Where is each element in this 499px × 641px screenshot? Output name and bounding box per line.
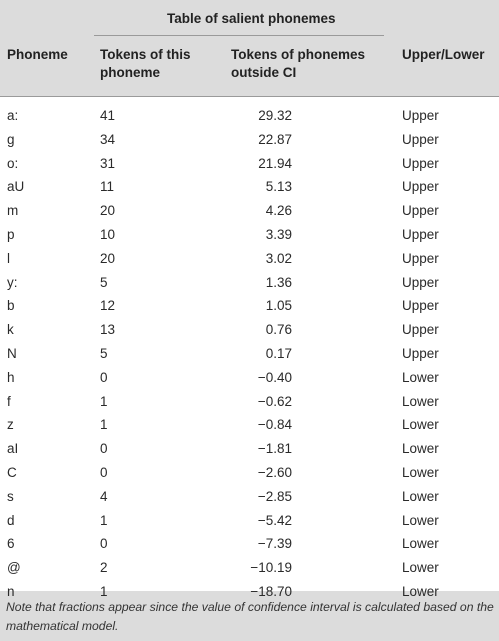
cell-upper-lower: Lower (402, 441, 439, 457)
table-row (0, 342, 499, 366)
cell-upper-lower: Upper (402, 108, 439, 123)
table-row (0, 128, 499, 152)
cell-upper-lower: Upper (402, 298, 439, 314)
cell-upper-lower: Lower (402, 536, 439, 552)
cell-tokens-of-phoneme: 0 (100, 465, 108, 480)
cell-tokens-outside-ci: 21.94 (258, 155, 292, 171)
cell-tokens-of-phoneme: 5 (100, 274, 108, 290)
cell-phoneme: o: (7, 155, 19, 171)
table-footnote: Note that fractions appear since the value of confidence interval is calculated based on the mathematical model. (6, 600, 494, 633)
table-row (0, 532, 499, 556)
cell-tokens-outside-ci: −5.42 (257, 512, 292, 528)
cell-upper-lower: Lower (402, 560, 439, 576)
cell-phoneme: s (7, 488, 14, 504)
cell-phoneme: n (7, 584, 15, 599)
cell-upper-lower: Lower (402, 584, 439, 599)
cell-upper-lower: Upper (402, 179, 439, 195)
cell-tokens-outside-ci: −10.19 (250, 560, 292, 576)
table-row (0, 199, 499, 223)
column-header-tokens-outside-ci: Tokens of phonemes outside CI (231, 47, 366, 80)
cell-tokens-outside-ci: 29.32 (258, 108, 292, 123)
cell-upper-lower: Lower (402, 417, 439, 433)
cell-upper-lower: Lower (402, 393, 439, 409)
cell-phoneme: b (7, 298, 15, 314)
cell-tokens-of-phoneme: 41 (100, 108, 116, 123)
table-row (0, 437, 499, 461)
cell-tokens-of-phoneme: 20 (100, 203, 116, 219)
cell-upper-lower: Upper (402, 155, 439, 171)
cell-phoneme: k (7, 322, 14, 338)
cell-tokens-outside-ci: −0.84 (257, 417, 292, 433)
cell-phoneme: p (7, 227, 15, 242)
cell-phoneme: N (7, 346, 17, 361)
cell-phoneme: C (7, 465, 17, 480)
column-header-tokens-of-phoneme: Tokens of this phoneme (100, 47, 191, 80)
cell-tokens-of-phoneme: 1 (100, 417, 108, 433)
table-row (0, 390, 499, 414)
cell-upper-lower: Upper (402, 250, 439, 266)
cell-tokens-outside-ci: −0.40 (257, 369, 292, 385)
cell-tokens-outside-ci: 0.76 (265, 322, 292, 338)
cell-upper-lower: Upper (402, 131, 439, 147)
cell-phoneme: aU (7, 179, 25, 195)
cell-tokens-of-phoneme: 1 (100, 512, 108, 528)
table-row (0, 223, 499, 247)
cell-upper-lower: Upper (402, 322, 439, 338)
cell-phoneme: z (7, 417, 14, 433)
cell-tokens-outside-ci: 3.39 (265, 227, 292, 242)
cell-tokens-outside-ci: −2.60 (257, 465, 292, 480)
table-row (0, 271, 499, 295)
cell-tokens-of-phoneme: 4 (100, 488, 108, 504)
cell-tokens-of-phoneme: 5 (100, 346, 108, 361)
cell-upper-lower: Lower (402, 488, 439, 504)
table-row (0, 294, 499, 318)
table-row (0, 175, 499, 199)
cell-upper-lower: Upper (402, 274, 439, 290)
cell-tokens-outside-ci: 1.36 (265, 274, 292, 290)
cell-tokens-outside-ci: 1.05 (265, 298, 292, 314)
column-header-phoneme: Phoneme (7, 47, 68, 62)
cell-tokens-of-phoneme: 31 (100, 155, 116, 171)
cell-tokens-outside-ci: 5.13 (265, 179, 292, 195)
cell-phoneme: aI (7, 441, 19, 457)
cell-upper-lower: Lower (402, 369, 439, 385)
table-row (0, 247, 499, 271)
table-row (0, 104, 499, 128)
cell-phoneme: a: (7, 108, 19, 123)
cell-phoneme: @ (7, 560, 21, 576)
cell-tokens-of-phoneme: 0 (100, 369, 108, 385)
group-header-rule (94, 35, 384, 36)
cell-tokens-of-phoneme: 1 (100, 584, 108, 599)
column-header-upper-lower: Upper/Lower (402, 47, 485, 62)
cell-tokens-outside-ci: 3.02 (265, 250, 292, 266)
cell-tokens-of-phoneme: 1 (100, 393, 108, 409)
table-row (0, 509, 499, 533)
cell-phoneme: l (7, 250, 10, 266)
cell-tokens-outside-ci: −1.81 (257, 441, 292, 457)
table-row (0, 152, 499, 176)
cell-tokens-of-phoneme: 13 (100, 322, 116, 338)
cell-phoneme: m (7, 203, 19, 219)
cell-tokens-outside-ci: −0.62 (257, 393, 292, 409)
cell-phoneme: h (7, 369, 15, 385)
cell-phoneme: y: (7, 274, 18, 290)
table-row (0, 485, 499, 509)
cell-tokens-outside-ci: −7.39 (257, 536, 292, 552)
cell-tokens-outside-ci: 22.87 (258, 131, 292, 147)
table-group-header: Table of salient phonemes (167, 11, 336, 26)
cell-tokens-of-phoneme: 12 (100, 298, 116, 314)
header-bottom-rule (0, 96, 499, 97)
cell-tokens-of-phoneme: 10 (100, 227, 116, 242)
cell-upper-lower: Upper (402, 227, 439, 242)
table-row (0, 318, 499, 342)
cell-tokens-of-phoneme: 2 (100, 560, 108, 576)
cell-upper-lower: Lower (402, 465, 439, 480)
cell-phoneme: g (7, 131, 15, 147)
cell-tokens-of-phoneme: 34 (100, 131, 116, 147)
cell-upper-lower: Upper (402, 346, 439, 361)
cell-tokens-of-phoneme: 11 (100, 179, 115, 195)
table-row (0, 461, 499, 485)
cell-phoneme: 6 (7, 536, 15, 552)
table-row (0, 366, 499, 390)
cell-upper-lower: Lower (402, 512, 439, 528)
cell-tokens-of-phoneme: 0 (100, 441, 108, 457)
cell-tokens-outside-ci: −18.70 (250, 584, 292, 599)
cell-phoneme: d (7, 512, 15, 528)
cell-upper-lower: Upper (402, 203, 439, 219)
cell-tokens-outside-ci: 4.26 (265, 203, 292, 219)
cell-phoneme: f (7, 393, 11, 409)
cell-tokens-of-phoneme: 20 (100, 250, 116, 266)
cell-tokens-outside-ci: −2.85 (257, 488, 292, 504)
cell-tokens-outside-ci: 0.17 (265, 346, 292, 361)
cell-tokens-of-phoneme: 0 (100, 536, 108, 552)
table-row (0, 556, 499, 580)
table-row (0, 413, 499, 437)
